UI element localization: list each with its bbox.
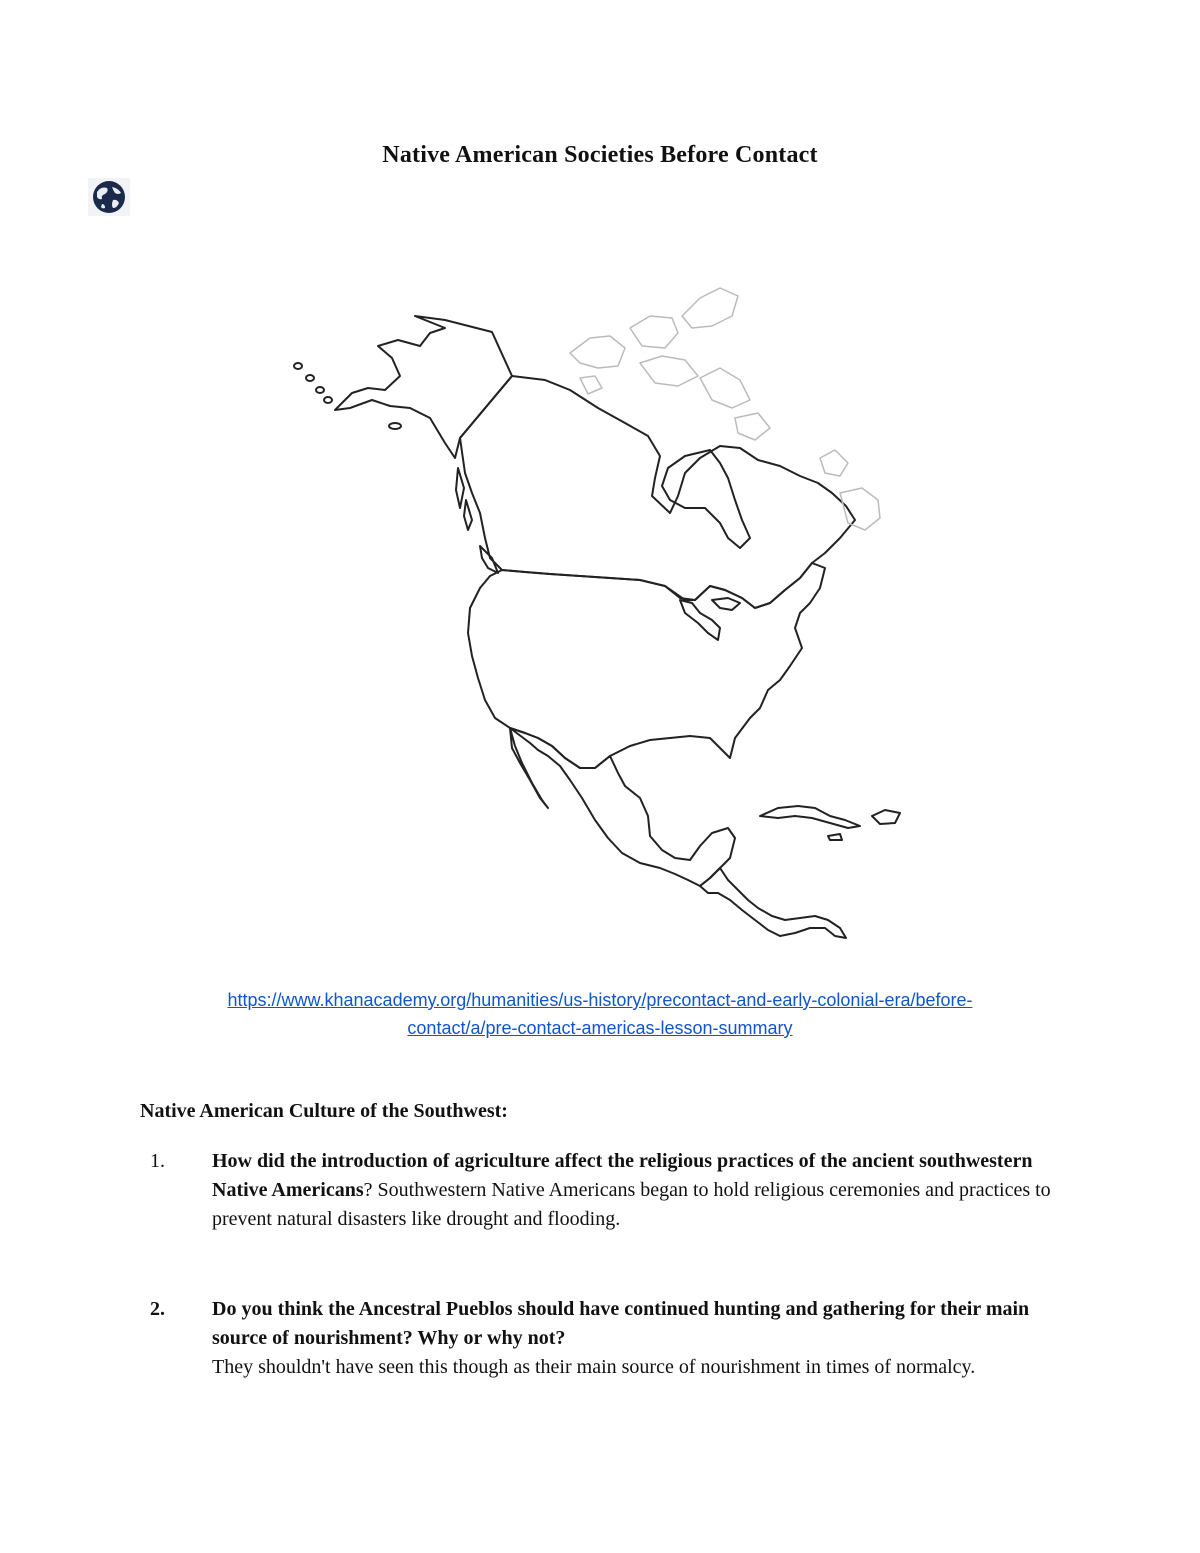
question-number-2: 2. — [150, 1298, 165, 1320]
question-body-1 — [212, 1147, 1060, 1234]
north-america-outline-map — [280, 268, 920, 948]
central-america-outline — [700, 868, 846, 938]
arctic-islands-outline — [570, 336, 625, 368]
canada-outline — [460, 376, 855, 608]
question-item-1 — [140, 1147, 1060, 1234]
section-heading: Native American Culture of the Southwest: — [140, 1100, 508, 1122]
source-link-line-2[interactable]: contact/a/pre-contact-americas-lesson-summary — [407, 1018, 793, 1038]
source-link-block — [150, 986, 1050, 1042]
hispaniola-outline — [872, 810, 900, 824]
question-text-1: How did the introduction of agriculture affect the religious practices of the ancient southwestern Native Americans — [212, 1150, 1033, 1201]
alaska-outline — [335, 316, 512, 458]
question-item-2 — [140, 1295, 1060, 1382]
hudson-bay-outline — [662, 450, 750, 548]
great-lakes-outline — [680, 600, 720, 640]
page-title: Native American Societies Before Contact — [382, 142, 818, 168]
answer-text-1: Southwestern Native Americans began to hold religious ceremonies and practices to prevent natural disasters like drought and flooding. — [212, 1179, 1051, 1230]
answer-text-2: They shouldn't have seen this though as their main source of nourishment in times of normalcy. — [212, 1356, 976, 1378]
source-link-line-1[interactable]: https://www.khanacademy.org/humanities/us-history/precontact-and-early-colonial-era/before- — [227, 990, 973, 1010]
question-suffix-1: ? — [363, 1179, 373, 1201]
question-text-2: Do you think the Ancestral Pueblos should have continued hunting and gathering for their main source of nourishment? Why or why not? — [212, 1298, 1030, 1349]
question-body-2 — [212, 1295, 1060, 1382]
mexico-outline — [510, 728, 735, 886]
question-number-1: 1. — [150, 1150, 165, 1172]
cuba-outline — [760, 806, 860, 828]
globe-icon — [88, 178, 130, 216]
